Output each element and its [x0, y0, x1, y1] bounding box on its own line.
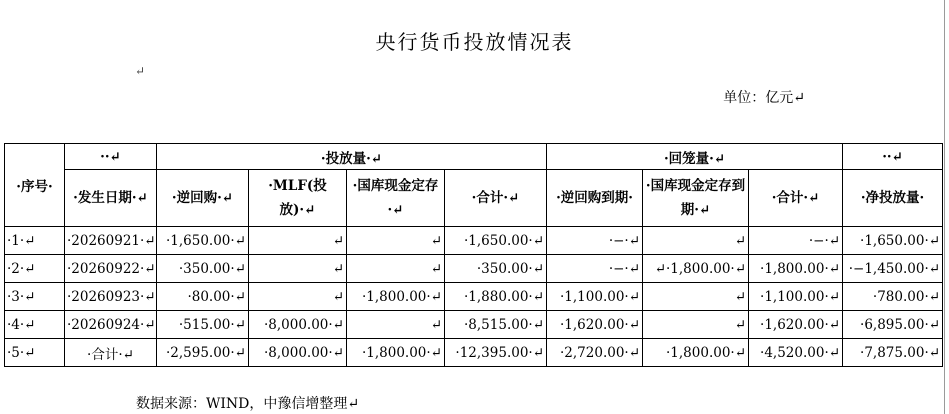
cell-recovery-total: ·4,520.00·↵ — [749, 339, 843, 367]
cell-treasury-deposit: ·1,800.00·↵ — [347, 339, 445, 367]
header-net-top: ··↵ — [843, 144, 943, 170]
cell-net: ·1,650.00·↵ — [843, 227, 943, 255]
cell-date: ·20260921·↵ — [65, 227, 157, 255]
cell-reverse-repo-maturity: ·1,100.00·↵ — [547, 283, 643, 311]
unit-label: 单位：亿元↵ — [723, 90, 805, 106]
table-row — [5, 311, 943, 339]
cell-reverse-repo: ·350.00·↵ — [157, 255, 249, 283]
cell-reverse-repo: ·2,595.00·↵ — [157, 339, 249, 367]
cell-treasury-deposit: ↵ — [347, 227, 445, 255]
cell-mlf: ↵ — [249, 227, 347, 255]
cell-recovery-total: ·−·↵ — [749, 227, 843, 255]
header-mlf: ·MLF(投放)·↵ — [249, 170, 347, 227]
paragraph-mark: ↵ — [135, 64, 146, 78]
cell-net: ·7,875.00·↵ — [843, 339, 943, 367]
cell-mlf: ·8,000.00·↵ — [249, 339, 347, 367]
cell-reverse-repo-maturity: ·−·↵ — [547, 227, 643, 255]
cell-treasury-deposit: ↵ — [347, 255, 445, 283]
header-recovery-total: ·合计·↵ — [749, 170, 843, 227]
cell-treasury-deposit: ·1,800.00·↵ — [347, 283, 445, 311]
cell-date: ·20260922·↵ — [65, 255, 157, 283]
header-treasury-maturity: ·国库现金定存到期·↵ — [643, 170, 749, 227]
cell-reverse-repo: ·80.00·↵ — [157, 283, 249, 311]
cell-injection-total: ·350.00·↵ — [445, 255, 547, 283]
cell-seq: ·1·↵ — [5, 227, 65, 255]
cell-treasury-maturity: ↵ — [643, 227, 749, 255]
cell-seq: ·3·↵ — [5, 283, 65, 311]
header-date-top: ··↵ — [65, 144, 157, 170]
right-margin-guide — [944, 0, 945, 414]
cell-seq: ·4·↵ — [5, 311, 65, 339]
cell-reverse-repo: ·515.00·↵ — [157, 311, 249, 339]
cell-reverse-repo-maturity: ·2,720.00·↵ — [547, 339, 643, 367]
header-reverse-repo: ·逆回购·↵ — [157, 170, 249, 227]
table-row — [5, 283, 943, 311]
cell-net: ·780.00·↵ — [843, 283, 943, 311]
cell-mlf: ↵ — [249, 283, 347, 311]
cell-mlf: ·8,000.00·↵ — [249, 311, 347, 339]
cell-seq: ·2·↵ — [5, 255, 65, 283]
cell-recovery-total: ·1,800.00·↵ — [749, 255, 843, 283]
cell-treasury-deposit: ↵ — [347, 311, 445, 339]
cell-reverse-repo-maturity: ·−·↵ — [547, 255, 643, 283]
header-seq: ·序号· — [5, 144, 65, 227]
cell-reverse-repo-maturity: ·1,620.00·↵ — [547, 311, 643, 339]
header-date: ·发生日期·↵ — [65, 170, 157, 227]
cell-treasury-maturity: ↵ — [643, 283, 749, 311]
header-net: ·净投放量· — [843, 170, 943, 227]
cell-net: ·−1,450.00·↵ — [843, 255, 943, 283]
header-recovery-group: ·回笼量·↵ — [547, 144, 843, 170]
cell-treasury-maturity: ↵·1,800.00·↵ — [643, 255, 749, 283]
cell-date: ·20260924·↵ — [65, 311, 157, 339]
money-supply-table — [4, 143, 943, 367]
page-title: 央行货币投放情况表 — [375, 30, 574, 54]
cell-injection-total: ·12,395.00·↵ — [445, 339, 547, 367]
table-row-total — [5, 339, 943, 367]
table-row — [5, 255, 943, 283]
cell-injection-total: ·8,515.00·↵ — [445, 311, 547, 339]
cell-treasury-maturity: ·1,800.00·↵ — [643, 339, 749, 367]
cell-injection-total: ·1,650.00·↵ — [445, 227, 547, 255]
header-injection-total: ·合计·↵ — [445, 170, 547, 227]
cell-mlf: ↵ — [249, 255, 347, 283]
cell-date: ·20260923·↵ — [65, 283, 157, 311]
cell-date: ·合计·↵ — [65, 339, 157, 367]
cell-recovery-total: ·1,100.00·↵ — [749, 283, 843, 311]
table-row — [5, 227, 943, 255]
cell-net: ·6,895.00·↵ — [843, 311, 943, 339]
cell-recovery-total: ·1,620.00·↵ — [749, 311, 843, 339]
cell-injection-total: ·1,880.00·↵ — [445, 283, 547, 311]
header-row-2 — [5, 170, 943, 227]
header-reverse-repo-maturity: ·逆回购到期· — [547, 170, 643, 227]
cell-treasury-maturity: ↵ — [643, 311, 749, 339]
cell-seq: ·5·↵ — [5, 339, 65, 367]
header-treasury-deposit: ·国库现金定存·↵ — [347, 170, 445, 227]
header-row-1 — [5, 144, 943, 170]
header-injection-group: ·投放量·↵ — [157, 144, 547, 170]
source-note: 数据来源：WIND，中豫信增整理↵ — [136, 396, 360, 412]
cell-reverse-repo: ·1,650.00·↵ — [157, 227, 249, 255]
